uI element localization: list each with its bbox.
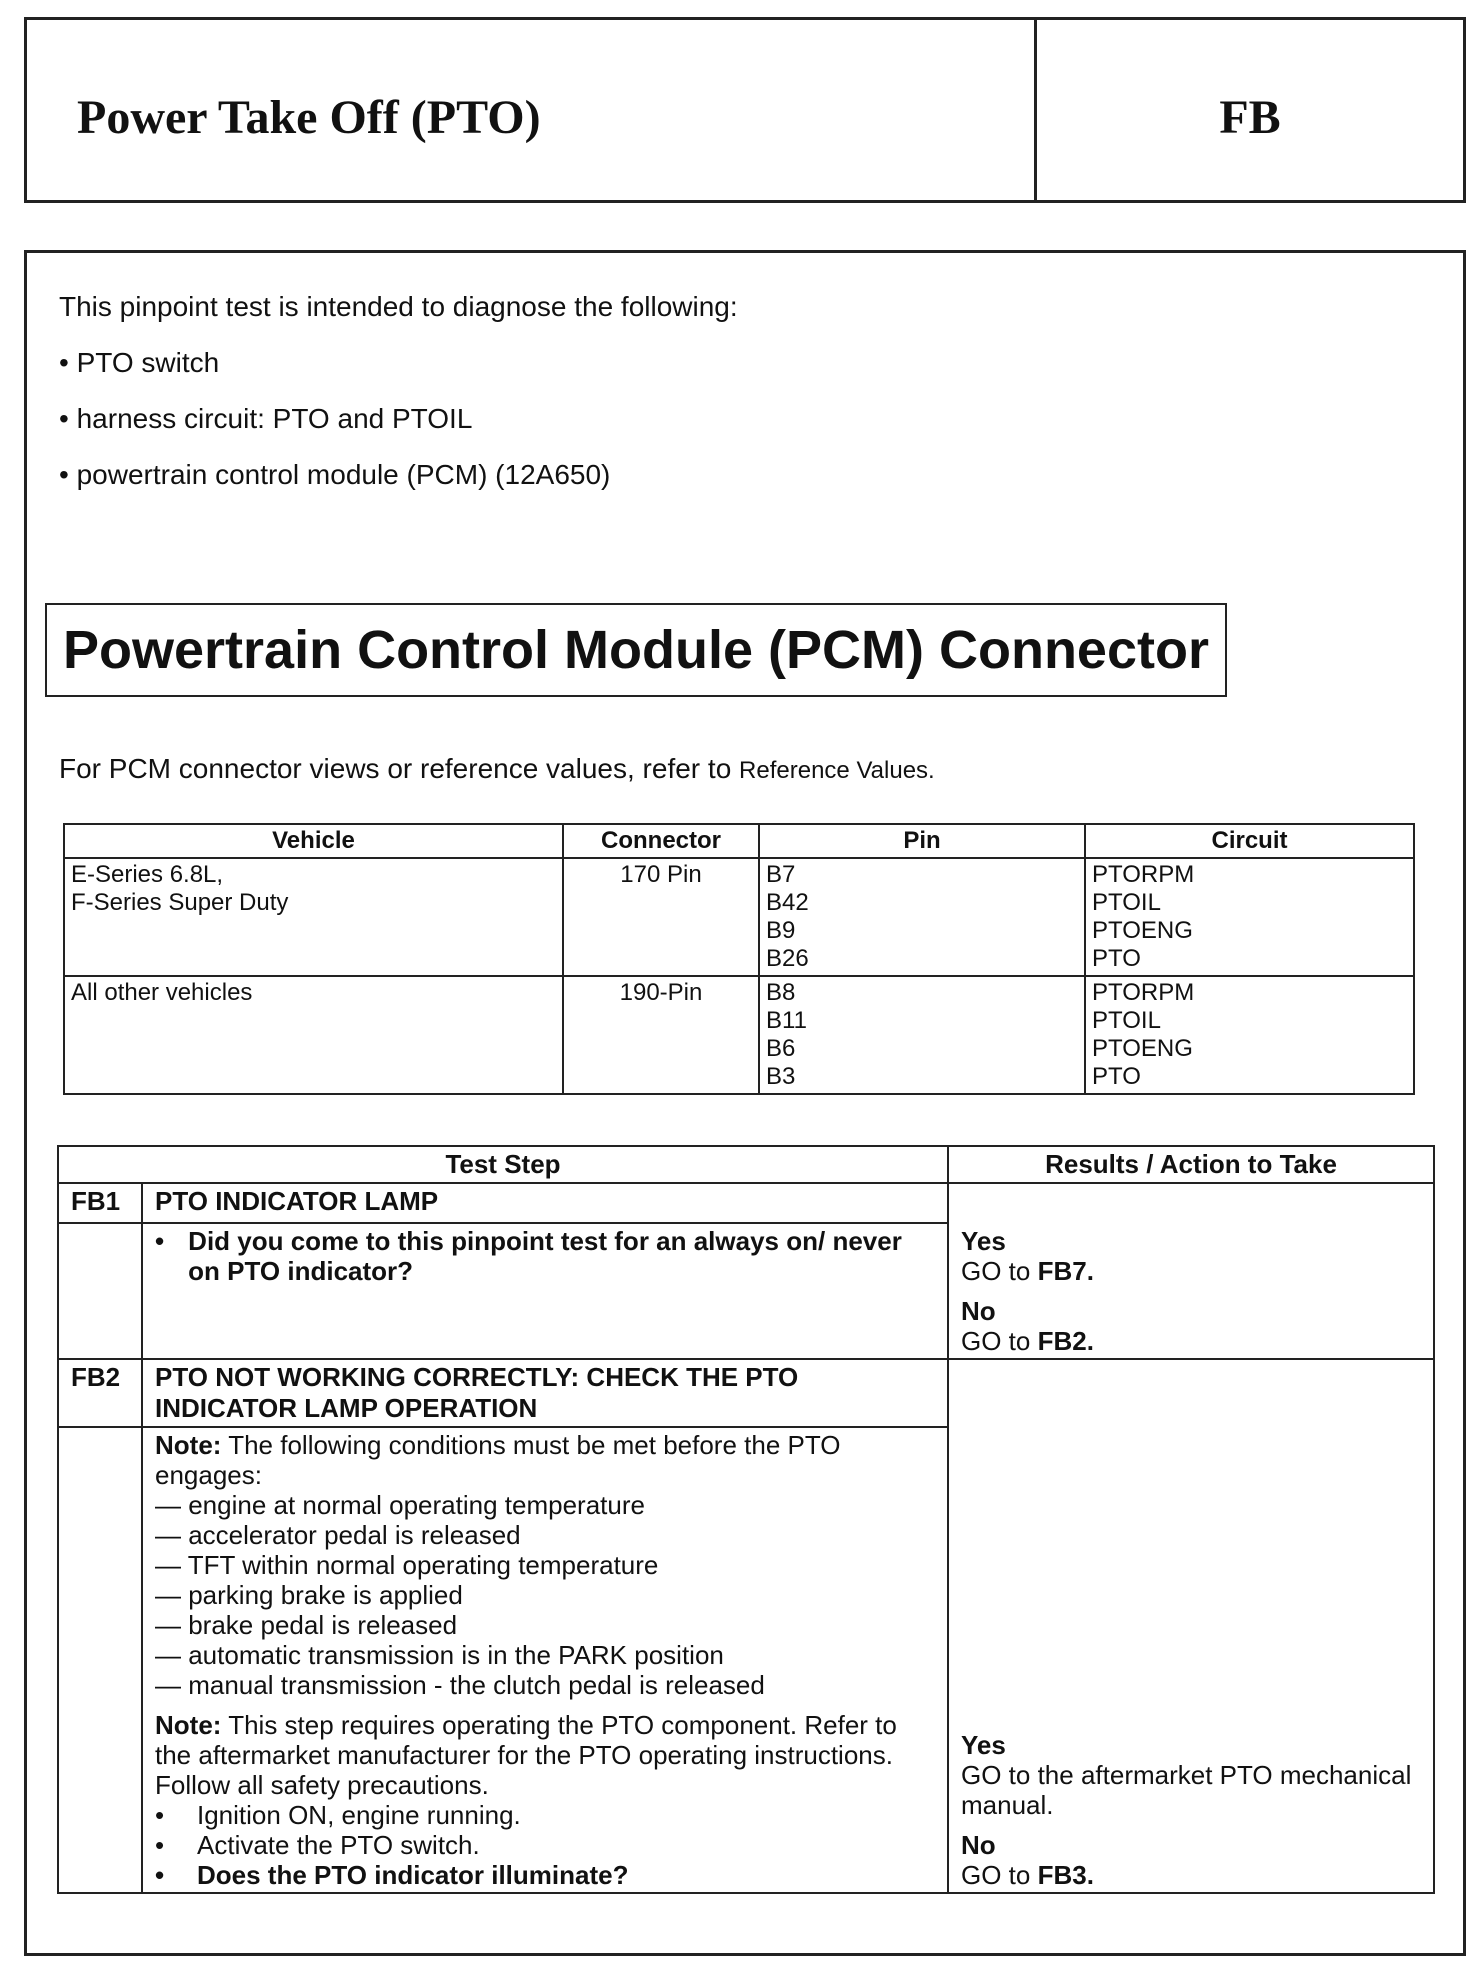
cell-line: 190-Pin xyxy=(619,979,703,1006)
question-text: Does the PTO indicator illuminate? xyxy=(197,1860,629,1890)
step-id-spacer xyxy=(58,1223,142,1359)
section-code: FB xyxy=(1219,91,1281,144)
cell-line: B42 xyxy=(766,889,809,916)
col-header-results: Results / Action to Take xyxy=(948,1146,1434,1183)
result-yes-label: Yes xyxy=(961,1730,1006,1760)
cell-line: PTOENG xyxy=(1092,1035,1193,1062)
cell-line: B11 xyxy=(766,1007,807,1034)
condition-item: — TFT within normal operating temperature xyxy=(155,1550,659,1580)
cell-line: PTORPM xyxy=(1092,861,1195,888)
vehicle-cell xyxy=(64,858,563,976)
cell-line: B9 xyxy=(766,917,796,944)
cell-line: PTORPM xyxy=(1092,979,1195,1006)
result-no-label: No xyxy=(961,1296,996,1326)
goto-fb7-link[interactable]: FB7. xyxy=(1037,1256,1094,1286)
goto-fb2-link[interactable]: FB2. xyxy=(1037,1326,1094,1356)
step-body xyxy=(142,1427,948,1893)
step-question: • Did you come to this pinpoint test for an always on/ never on PTO indicator? xyxy=(155,1226,935,1286)
header-box xyxy=(24,17,1466,203)
intro-text: This pinpoint test is intended to diagnose the following: xyxy=(59,291,738,322)
note-text: The following conditions must be met before the PTO engages: xyxy=(155,1430,841,1490)
action-text: GO to xyxy=(961,1326,1031,1356)
step-body xyxy=(142,1223,948,1359)
content-box xyxy=(24,250,1466,1956)
question-text: Did you come to this pinpoint test for an always on/ never on PTO indicator? xyxy=(188,1226,902,1286)
col-header-vehicle: Vehicle xyxy=(64,824,563,858)
col-header-test-step: Test Step xyxy=(58,1146,948,1183)
condition-item: — parking brake is applied xyxy=(155,1580,463,1610)
step-id-spacer xyxy=(58,1427,142,1893)
result-no-action xyxy=(961,1860,1421,1890)
intro-list xyxy=(59,347,610,515)
step-id: FB2 xyxy=(58,1359,142,1427)
cell-line: B3 xyxy=(766,1063,796,1090)
condition-item: — automatic transmission is in the PARK position xyxy=(155,1640,724,1670)
action-text: Ignition ON, engine running. xyxy=(197,1800,521,1830)
list-item: • powertrain control module (PCM) (12A650) xyxy=(59,459,610,515)
col-header-pin: Pin xyxy=(759,824,1085,858)
table-row xyxy=(64,858,1414,976)
result-yes-label: Yes xyxy=(961,1226,1006,1256)
action-text: GO to xyxy=(961,1860,1031,1890)
table-row xyxy=(64,976,1414,1094)
action-text: Activate the PTO switch. xyxy=(197,1830,480,1860)
result-no-label: No xyxy=(961,1830,996,1860)
cell-line: B6 xyxy=(766,1035,796,1062)
condition-item: — engine at normal operating temperature xyxy=(155,1490,645,1520)
cell-line: PTOIL xyxy=(1092,1007,1161,1034)
note-label: Note: xyxy=(155,1430,222,1460)
list-item: • PTO switch xyxy=(59,347,610,403)
cell-line: B26 xyxy=(766,945,809,972)
step-id: FB1 xyxy=(58,1183,142,1223)
result-no-action xyxy=(961,1326,1421,1356)
circuit-cell xyxy=(1085,858,1414,976)
note-conditions xyxy=(155,1430,935,1490)
action-item: • Activate the PTO switch. xyxy=(155,1830,480,1860)
cell-line: B7 xyxy=(766,861,796,888)
action-item: • Ignition ON, engine running. xyxy=(155,1800,521,1830)
note-operation xyxy=(155,1710,935,1800)
cell-line: PTO xyxy=(1092,1063,1141,1090)
step-results xyxy=(948,1183,1434,1359)
col-header-circuit: Circuit xyxy=(1085,824,1414,858)
cell-line: PTO xyxy=(1092,945,1141,972)
connector-table xyxy=(63,823,1415,1095)
col-header-connector: Connector xyxy=(563,824,759,858)
step-title-row xyxy=(58,1183,1434,1223)
step-question: • Does the PTO indicator illuminate? xyxy=(155,1860,629,1890)
pin-cell xyxy=(759,976,1085,1094)
connector-cell xyxy=(563,858,759,976)
result-yes-action: GO to the aftermarket PTO mechanical manual. xyxy=(961,1760,1412,1820)
action-text: GO to xyxy=(961,1256,1031,1286)
cell-line: All other vehicles xyxy=(71,979,253,1006)
reference-text: For PCM connector views or reference values, refer to xyxy=(59,753,732,784)
result-yes-action xyxy=(961,1256,1421,1286)
note-label: Note: xyxy=(155,1710,222,1740)
list-item: • harness circuit: PTO and PTOIL xyxy=(59,403,610,459)
section-heading: Powertrain Control Module (PCM) Connector xyxy=(45,603,1227,697)
test-steps-table xyxy=(57,1145,1435,1894)
step-title: PTO INDICATOR LAMP xyxy=(142,1183,948,1223)
step-title-row xyxy=(58,1359,1434,1427)
cell-line: PTOIL xyxy=(1092,889,1161,916)
condition-item: — brake pedal is released xyxy=(155,1610,458,1640)
condition-item: — accelerator pedal is released xyxy=(155,1520,521,1550)
table-header-row xyxy=(58,1146,1434,1183)
step-results xyxy=(948,1359,1434,1893)
reference-values-link[interactable]: Reference Values. xyxy=(739,757,935,784)
vehicle-cell xyxy=(64,976,563,1094)
cell-line: E-Series 6.8L, xyxy=(71,861,224,888)
cell-line: F-Series Super Duty xyxy=(71,889,289,916)
cell-line: B8 xyxy=(766,979,796,1006)
step-title: PTO NOT WORKING CORRECTLY: CHECK THE PTO INDICATOR LAMP OPERATION xyxy=(142,1359,948,1427)
page-title: Power Take Off (PTO) xyxy=(77,91,541,144)
table-header-row xyxy=(64,824,1414,858)
circuit-cell xyxy=(1085,976,1414,1094)
goto-fb3-link[interactable]: FB3. xyxy=(1037,1860,1094,1890)
pin-cell xyxy=(759,858,1085,976)
note-text: This step requires operating the PTO component. Refer to the aftermarket manufacturer for the PTO operating instructions. Follow all safety precautions. xyxy=(155,1710,897,1800)
reference-note xyxy=(59,753,935,785)
condition-item: — manual transmission - the clutch pedal is released xyxy=(155,1670,765,1700)
connector-cell xyxy=(563,976,759,1094)
cell-line: 170 Pin xyxy=(620,861,702,888)
cell-line: PTOENG xyxy=(1092,917,1193,944)
